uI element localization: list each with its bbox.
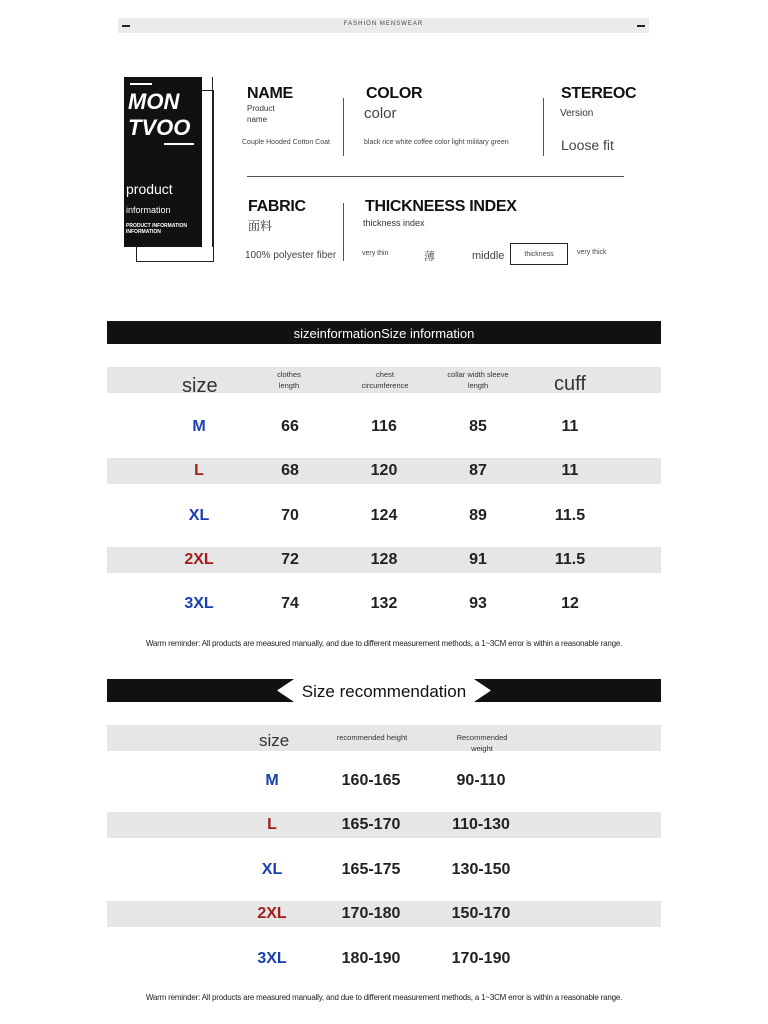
collar-cell: 91 xyxy=(469,551,487,568)
right-dash-icon xyxy=(637,25,645,27)
thickness-sub: thickness index xyxy=(363,218,425,228)
collar-cell: 85 xyxy=(469,418,487,435)
size-rec-band xyxy=(107,679,661,702)
table-row xyxy=(107,768,661,794)
size-info-header-row xyxy=(107,367,661,397)
logo-box-side xyxy=(202,77,213,247)
length-cell: 66 xyxy=(281,418,299,435)
thickness-selected-box xyxy=(510,243,568,265)
name-value: Couple Hooded Cotton Coat xyxy=(242,139,330,146)
size-rec-note: Warm reminder: All products are measured manually, and due to different measurement methods, a 1~3CM error is within a reasonable range. xyxy=(145,993,623,1002)
collar-cell: 89 xyxy=(469,507,487,524)
color-sub: color xyxy=(364,105,397,122)
table-row xyxy=(107,857,661,883)
weight-cell: 150-170 xyxy=(451,905,511,922)
stereo-label: STEREOC xyxy=(561,85,637,102)
table-row xyxy=(107,901,661,927)
divider xyxy=(343,98,344,156)
length-cell: 68 xyxy=(281,462,299,479)
size-cell: M xyxy=(192,418,206,435)
cuff-cell: 11.5 xyxy=(554,507,586,524)
top-bar xyxy=(118,18,649,33)
logo-small-2: INFORMATION xyxy=(126,229,161,235)
logo-product: product xyxy=(126,181,173,197)
logo-small-1: PRODUCT INFORMATION xyxy=(126,223,188,229)
color-value: black rice white coffee color light military green xyxy=(364,139,509,146)
table-row xyxy=(107,458,661,484)
header-chest: chest circumference xyxy=(361,370,409,390)
stereo-value: Loose fit xyxy=(561,137,614,153)
height-cell: 180-190 xyxy=(341,950,401,967)
size-cell: M xyxy=(265,772,279,789)
top-bar-title: FASHION MENSWEAR xyxy=(343,21,424,27)
table-row xyxy=(107,591,661,617)
size-cell: L xyxy=(194,462,204,479)
collar-cell: 93 xyxy=(469,595,487,612)
weight-cell: 170-190 xyxy=(451,950,511,967)
table-row xyxy=(107,547,661,573)
size-rec-title: Size recommendation xyxy=(301,682,467,701)
height-cell: 160-165 xyxy=(341,772,401,789)
fabric-value: 100% polyester fiber xyxy=(245,250,337,261)
size-cell: XL xyxy=(188,507,210,524)
brand-logo xyxy=(124,77,202,247)
divider xyxy=(343,203,344,261)
cuff-cell: 12 xyxy=(561,595,579,612)
collar-cell: 87 xyxy=(469,462,487,479)
size-cell: 2XL xyxy=(184,551,214,568)
size-rec-header-row xyxy=(107,725,661,751)
length-cell: 74 xyxy=(281,595,299,612)
thickness-label: THICKNEESS INDEX xyxy=(365,198,517,215)
height-cell: 165-175 xyxy=(341,861,401,878)
name-sub: Product name xyxy=(247,104,275,124)
length-cell: 70 xyxy=(281,507,299,524)
thickness-option-very-thin: very thin xyxy=(362,250,389,257)
header-size: size xyxy=(182,375,218,397)
header-height: recommended height xyxy=(336,733,408,742)
cuff-cell: 11 xyxy=(561,418,579,435)
cuff-cell: 11.5 xyxy=(554,551,586,568)
fabric-sub: 面料 xyxy=(248,219,273,233)
table-row xyxy=(107,812,661,838)
chest-cell: 124 xyxy=(370,507,398,524)
chest-cell: 128 xyxy=(370,551,398,568)
size-cell: 3XL xyxy=(257,950,287,967)
header-cuff: cuff xyxy=(554,373,586,395)
size-cell: L xyxy=(267,816,277,833)
weight-cell: 130-150 xyxy=(451,861,511,878)
chest-cell: 116 xyxy=(371,418,397,435)
size-cell: 2XL xyxy=(257,905,287,922)
logo-information: information xyxy=(126,205,171,215)
header-clothes-length: clothes length xyxy=(277,370,301,390)
chest-cell: 132 xyxy=(370,595,398,612)
thickness-option-very-thick: very thick xyxy=(577,249,607,256)
size-info-band xyxy=(107,321,661,344)
header-collar: collar width sleeve length xyxy=(447,370,509,390)
size-cell: XL xyxy=(261,861,283,878)
thickness-option-middle: middle xyxy=(472,250,505,262)
thickness-option-thickness: thickness xyxy=(524,251,554,258)
header-weight: Recommended weight xyxy=(456,733,508,753)
name-label: NAME xyxy=(247,85,293,102)
table-row xyxy=(107,503,661,529)
length-cell: 72 xyxy=(281,551,299,568)
info-divider xyxy=(247,176,624,177)
cuff-cell: 11 xyxy=(561,462,579,479)
size-info-note: Warm reminder: All products are measured manually, and due to different measurement methods, a 1~3CM error is within a reasonable range. xyxy=(145,639,623,648)
logo-line-top xyxy=(130,83,152,85)
fabric-label: FABRIC xyxy=(248,198,306,215)
logo-line-bottom xyxy=(164,143,194,145)
chest-cell: 120 xyxy=(370,462,398,479)
size-info-title: sizeinformationSize information xyxy=(293,326,475,341)
thickness-option-thin: 薄 xyxy=(424,251,435,263)
header-size: size xyxy=(259,731,290,750)
table-row xyxy=(107,414,661,440)
logo-text-2: TVOO xyxy=(128,115,191,140)
table-row xyxy=(107,946,661,972)
divider xyxy=(543,98,544,156)
height-cell: 165-170 xyxy=(341,816,401,833)
weight-cell: 90-110 xyxy=(456,772,506,789)
stereo-sub: Version xyxy=(560,108,594,119)
size-cell: 3XL xyxy=(184,595,214,612)
weight-cell: 110-130 xyxy=(452,816,510,833)
color-label: COLOR xyxy=(366,85,423,102)
logo-text-1: MON xyxy=(128,89,180,114)
height-cell: 170-180 xyxy=(341,905,401,922)
